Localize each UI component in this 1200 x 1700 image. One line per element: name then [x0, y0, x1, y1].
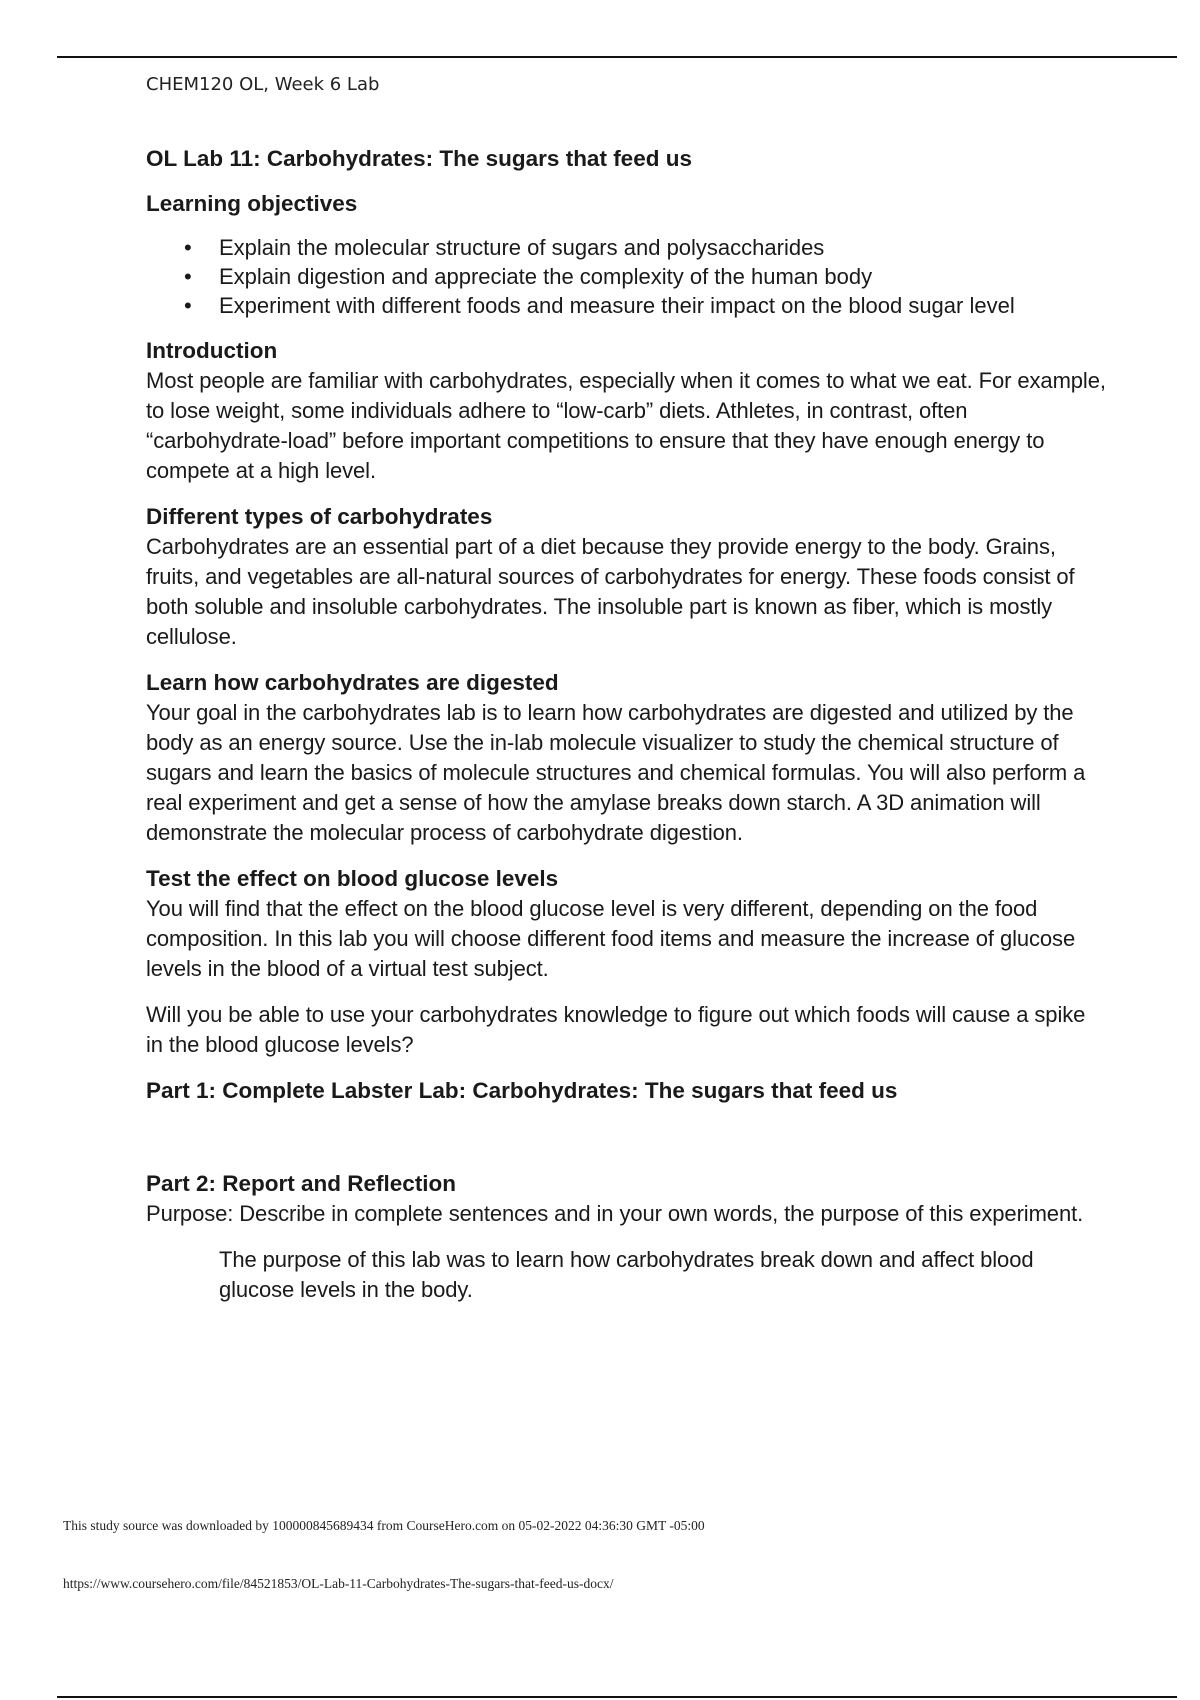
carbohydrate-types-heading: Different types of carbohydrates	[146, 504, 493, 529]
bullet-icon: •	[184, 293, 192, 318]
list-item-text: Explain the molecular structure of sugars and polysaccharides	[219, 235, 825, 260]
part2-heading: Part 2: Report and Reflection	[146, 1171, 457, 1196]
bullet-icon: •	[184, 235, 192, 260]
purpose-answer: The purpose of this lab was to learn how carbohydrates break down and affect blood glucose levels in the body.	[219, 1247, 1034, 1302]
digestion-heading: Learn how carbohydrates are digested	[146, 670, 559, 695]
bullet-icon: •	[184, 264, 192, 289]
page-header: CHEM120 OL, Week 6 Lab	[146, 74, 380, 95]
top-rule	[57, 56, 1177, 58]
digestion-text: Your goal in the carbohydrates lab is to learn how carbohydrates are digested and utilized by the body as an energy source. Use the in-lab molecule visualizer to study the chemical structure of sugars and learn the basics of molecule structures and chemical formulas. You will also perform a real experiment and get a sense of how the amylase breaks down starch. A 3D animation will demonstrate the molecular process of carbohydrate digestion.	[146, 700, 1086, 845]
list-item	[146, 291, 1106, 320]
introduction-text: Most people are familiar with carbohydrates, especially when it comes to what we eat. For example, to lose weight, some individuals adhere to “low-carb” diets. Athletes, in contrast, often “carbohydrate-load” before important competitions to ensure that they have enough energy to compete at a high level.	[146, 368, 1106, 483]
source-url: https://www.coursehero.com/file/84521853/OL-Lab-11-Carbohydrates-The-sugars-that-feed-us-docx/	[63, 1576, 614, 1591]
purpose-prompt: Purpose: Describe in complete sentences and in your own words, the purpose of this experiment.	[146, 1201, 1084, 1226]
bottom-rule	[57, 1696, 1177, 1698]
introduction-heading: Introduction	[146, 338, 278, 363]
list-item-text: Experiment with different foods and measure their impact on the blood sugar level	[219, 293, 1015, 318]
list-item-text: Explain digestion and appreciate the complexity of the human body	[219, 264, 873, 289]
learning-objectives-list	[146, 233, 1106, 320]
list-item	[146, 233, 1106, 262]
glucose-text: You will find that the effect on the blood glucose level is very different, depending on the food composition. In this lab you will choose different food items and measure the increase of glucose levels in the blood of a virtual test subject.	[146, 896, 1076, 981]
download-note: This study source was downloaded by 100000845689434 from CourseHero.com on 05-02-2022 04:36:30 GMT -05:00	[63, 1518, 705, 1533]
document-body	[146, 145, 1106, 1321]
glucose-question: Will you be able to use your carbohydrates knowledge to figure out which foods will cause a spike in the blood glucose levels?	[146, 1002, 1086, 1057]
blank-space	[146, 1106, 1106, 1169]
list-item	[146, 262, 1106, 291]
carbohydrate-types-text: Carbohydrates are an essential part of a diet because they provide energy to the body. Grains, fruits, and vegetables are all-natural sources of carbohydrates for energy. These foods consist of both soluble and insoluble carbohydrates. The insoluble part is known as fiber, which is mostly cellulose.	[146, 534, 1075, 649]
document-title: OL Lab 11: Carbohydrates: The sugars that feed us	[146, 146, 692, 171]
glucose-heading: Test the effect on blood glucose levels	[146, 866, 559, 891]
part1-heading: Part 1: Complete Labster Lab: Carbohydrates: The sugars that feed us	[146, 1078, 898, 1103]
learning-objectives-heading: Learning objectives	[146, 191, 358, 216]
